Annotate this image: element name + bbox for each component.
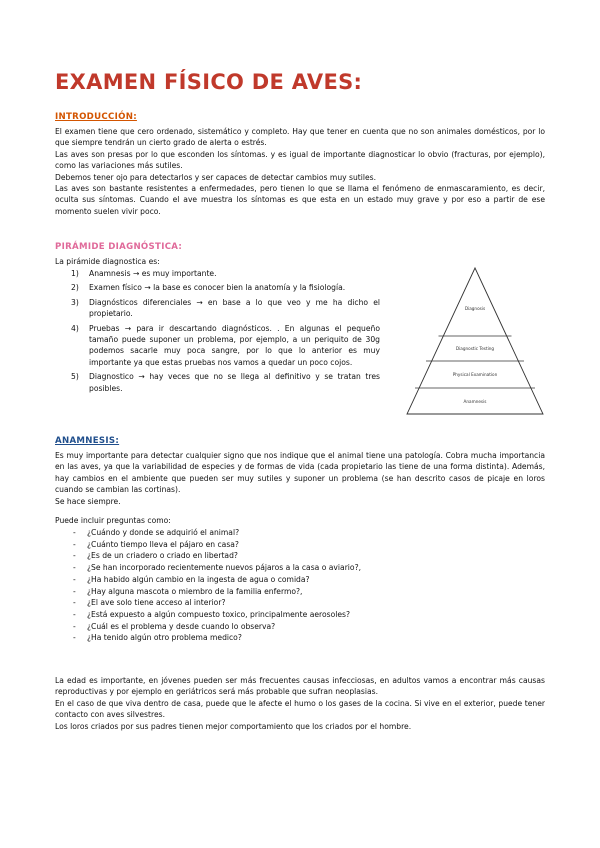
question-text: ¿Cuándo y donde se adquirió el animal?	[87, 528, 240, 537]
question-text: ¿Cuál es el problema y desde cuando lo observa?	[87, 621, 276, 631]
question-text: ¿Está expuesto a algún compuesto toxico, principalmente aerosoles?	[87, 609, 350, 619]
item-number: 3)	[71, 297, 79, 307]
item-text: Pruebas → para ir descartando diagnósticos. . En algunas el pequeño tamaño puede suponer un problema, por ejemplo, a un periquito de 30g podemos sacarle muy poca sangre, por lo que lo anterior es muy importante ya que estas pruebas nos vamos a quedar un poco cojos.	[89, 323, 380, 367]
questions-lead: Puede incluir preguntas como:	[55, 516, 171, 525]
dash-bullet: -	[73, 633, 76, 643]
pyramid-heading: PIRÁMIDE DIAGNÓSTICA:	[55, 242, 183, 252]
pyramid-label-anamnesis: Anamnesis	[463, 399, 487, 404]
intro-paragraph: Debemos tener ojo para detectarlos y ser capaces de detectar cambios muy sutiles.	[55, 172, 377, 182]
list-item	[55, 268, 380, 279]
item-text: Diagnósticos diferenciales → en base a lo que veo y me ha dicho el propietario.	[89, 297, 380, 319]
anamnesis-paragraph: Se hace siempre.	[55, 496, 121, 506]
list-item	[55, 371, 380, 394]
intro-heading: INTRODUCCIÓN:	[55, 112, 137, 122]
item-text: Examen físico → la base es conocer bien la anatomía y la fisiología.	[89, 283, 346, 293]
list-item	[55, 539, 455, 551]
list-item	[55, 562, 455, 574]
question-text: ¿Ha tenido algún otro problema medico?	[87, 633, 242, 643]
closing-paragraph: En el caso de que viva dentro de casa, puede que le afecte el humo o los gases de la cocina. Si vive en el exterior, puede tener contacto con aves silvestres.	[55, 698, 545, 720]
list-item	[55, 632, 455, 644]
item-text: Anamnesis → es muy importante.	[89, 269, 217, 278]
dash-bullet: -	[73, 563, 76, 573]
dash-bullet: -	[73, 586, 76, 596]
list-item	[55, 609, 455, 621]
dash-bullet: -	[73, 528, 76, 537]
closing-paragraph: Los loros criados por sus padres tienen mejor comportamiento que los criados por el hombre.	[55, 721, 412, 731]
list-item	[55, 527, 455, 539]
question-text: ¿Se han incorporado recientemente nuevos pájaros a la casa o aviario?,	[87, 563, 362, 573]
questions-list	[55, 527, 455, 644]
pyramid-label-testing: Diagnostic Testing	[455, 346, 495, 351]
item-number: 5)	[71, 372, 79, 382]
pyramid-label-physical: Physical Examination	[452, 372, 498, 377]
dash-bullet: -	[73, 574, 76, 584]
anamnesis-body	[55, 450, 545, 507]
intro-paragraph: Las aves son bastante resistentes a enfermedades, pero tienen lo que se llama el fenómeno de enmascaramiento, es decir, oculta sus síntomas. Cuando el ave muestra los síntomas es que esta en un estado muy grave y por eso a partir de ese momento suelen vivir poco.	[55, 184, 545, 216]
item-number: 4)	[71, 323, 79, 333]
item-text: Diagnostico → hay veces que no se llega al definitivo y se tratan tres posibles.	[89, 372, 380, 393]
page-title: EXAMEN FÍSICO DE AVES:	[55, 70, 363, 94]
dash-bullet: -	[73, 551, 76, 561]
dash-bullet: -	[73, 598, 76, 608]
list-item	[55, 574, 455, 586]
pyramid-lead: La pirámide diagnostica es:	[55, 257, 160, 266]
pyramid-outline	[407, 268, 543, 414]
dash-bullet: -	[73, 539, 76, 549]
item-number: 1)	[71, 269, 79, 278]
anamnesis-paragraph: Es muy importante para detectar cualquier signo que nos indique que el animal tiene una patología. Cobra mucha importancia en las aves, ya que la variabilidad de especies y de formas de vida (cada propietario las tiene de una forma distinta). Además, hay cambios en el ambiente que pueden ser muy sutiles y suponer un problema (se han descrito casos de picaje en loros cuando se cambian las cortinas).	[55, 451, 545, 495]
intro-paragraph: Las aves son presas por lo que esconden los síntomas. y es igual de importante diagnosticar lo obvio (fracturas, por ejemplo), como las variaciones más sutiles.	[55, 149, 545, 171]
question-text: ¿Hay alguna mascota o miembro de la familia enfermo?,	[87, 586, 303, 596]
pyramid-list	[55, 268, 380, 397]
question-text: ¿Cuánto tiempo lleva el pájaro en casa?	[87, 539, 239, 549]
dash-bullet: -	[73, 609, 76, 619]
closing-body	[55, 675, 545, 732]
list-item	[55, 597, 455, 609]
intro-paragraph: El examen tiene que cero ordenado, sistemático y completo. Hay que tener en cuenta que no son animales domésticos, por lo que siempre tendrán un cierto grado de alerta o estrés.	[55, 127, 545, 148]
anamnesis-heading: ANAMNESIS:	[55, 436, 120, 446]
question-text: ¿El ave solo tiene acceso al interior?	[87, 598, 226, 608]
diagnostic-pyramid-figure	[405, 266, 545, 416]
list-item	[55, 550, 455, 562]
dash-bullet: -	[73, 621, 76, 631]
list-item	[55, 621, 455, 633]
question-text: ¿Ha habido algún cambio en la ingesta de agua o comida?	[87, 574, 310, 584]
list-item	[55, 297, 380, 320]
list-item	[55, 586, 455, 598]
item-number: 2)	[71, 283, 79, 293]
list-item	[55, 323, 380, 369]
intro-body	[55, 126, 545, 217]
closing-paragraph: La edad es importante, en jóvenes pueden ser más frecuentes causas infecciosas, en adultos vamos a encontrar más causas reproductivas y por ejemplo en geriátricos será más probable que sufran neoplasias.	[55, 676, 545, 697]
question-text: ¿Es de un criadero o criado en libertad?	[87, 551, 238, 561]
list-item	[55, 282, 380, 293]
pyramid-label-diagnosis: Diagnosis	[464, 306, 486, 311]
